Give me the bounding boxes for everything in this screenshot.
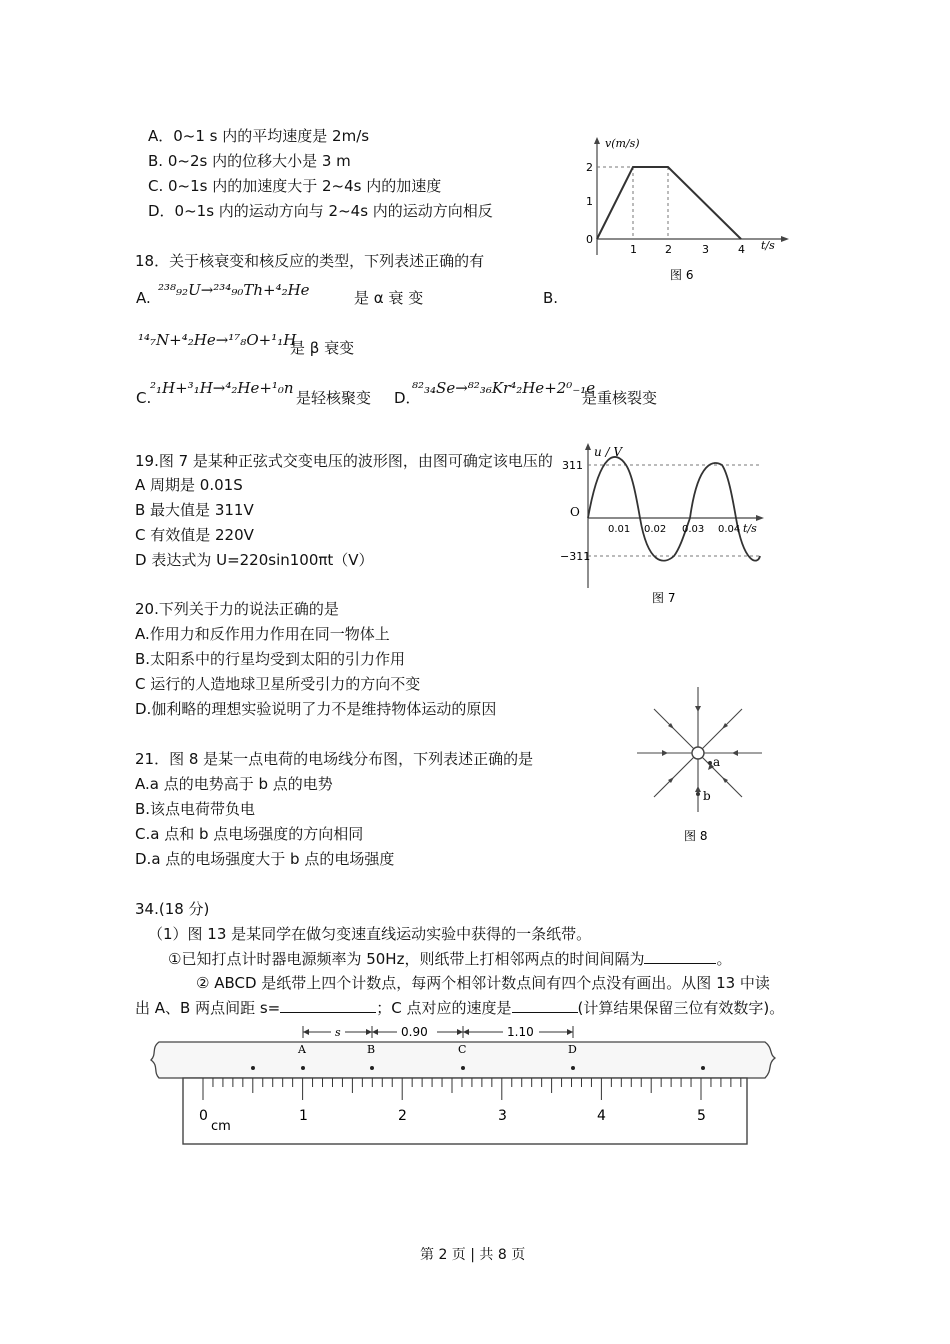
- point-b-label: B: [367, 1043, 376, 1056]
- q17-option-a: A．0~1 s 内的平均速度是 2m/s: [148, 127, 370, 145]
- q18-c-desc: 是轻核聚变: [296, 389, 372, 407]
- q18-stem: 18．关于核衰变和核反应的类型，下列表述正确的有: [135, 252, 485, 270]
- fig7-xtick-3: 0.03: [682, 524, 705, 535]
- time-interval-answer-blank[interactable]: [644, 949, 716, 964]
- q18-d-equation: ⁸²₃₄Se→⁸²₃₆Kr⁴₂He+2⁰₋₁e: [412, 379, 596, 397]
- q18-b-equation: ¹⁴₇N+⁴₂He→¹⁷₈O+¹₁H: [138, 331, 297, 349]
- q20-stem: 20.下列关于力的说法正确的是: [135, 600, 339, 618]
- fig7-origin: O: [570, 505, 580, 519]
- q18-d-label: D．: [394, 389, 421, 407]
- ruler-num-2: 2: [398, 1108, 407, 1124]
- q18-a-desc: 是 α 衰 变: [354, 289, 424, 307]
- q21-stem: 21．图 8 是某一点电荷的电场线分布图，下列表述正确的是: [135, 750, 534, 768]
- fig6-xtick-1: 1: [630, 243, 637, 256]
- fig6-caption: 图 6: [670, 268, 694, 282]
- point-d-label: D: [568, 1043, 577, 1056]
- q19-option-a: A 周期是 0.01S: [135, 476, 243, 494]
- fig7-ylabel: u / V: [594, 445, 623, 459]
- q21-option-b: B.该点电荷带负电: [135, 800, 256, 818]
- page-footer: 第 2 页 | 共 8 页: [420, 1247, 526, 1263]
- fig7-ytick-top: 311: [562, 459, 583, 472]
- q34-sub2-text-a: 出 A、B 两点间距 s=: [135, 999, 281, 1017]
- q34-sub1-end: 。: [716, 950, 732, 968]
- q21-option-c: C.a 点和 b 点电场强度的方向相同: [135, 825, 364, 843]
- fig6-ytick-1: 1: [586, 195, 593, 208]
- fig6-xtick-2: 2: [665, 243, 672, 256]
- fig8-caption: 图 8: [684, 829, 708, 843]
- fig7-xtick-1: 0.01: [608, 524, 631, 535]
- figure-13-tape-ruler: [145, 1020, 785, 1150]
- fig6-velocity-line: [597, 167, 741, 239]
- q34-sub1-text: ①已知打点计时器电源频率为 50Hz，则纸带上打相邻两点的时间间隔为: [168, 950, 645, 968]
- q17-option-c: C. 0~1s 内的加速度大于 2~4s 内的加速度: [148, 177, 442, 195]
- q34-sub2-text-c: (计算结果保留三位有效数字)。: [577, 999, 785, 1017]
- q17-option-d: D．0~1s 内的运动方向与 2~4s 内的运动方向相反: [148, 202, 493, 220]
- q19-option-c: C 有效值是 220V: [135, 526, 254, 544]
- fig8-point-a: a: [713, 755, 721, 769]
- q20-option-b: B.太阳系中的行星均受到太阳的引力作用: [135, 650, 406, 668]
- fig6-xlabel: t/s: [761, 239, 775, 252]
- q34-sub2-text-b: ；C 点对应的速度是: [376, 999, 512, 1017]
- ruler: [183, 1078, 747, 1144]
- q18-a-label: A.: [136, 289, 151, 307]
- velocity-c-answer-blank[interactable]: [512, 998, 578, 1013]
- ruler-num-5: 5: [697, 1108, 706, 1124]
- point-c-label: C: [458, 1043, 467, 1056]
- fig6-ylabel: v(m/s): [605, 137, 640, 150]
- q18-c-label: C.: [136, 389, 152, 407]
- q18-c-equation: ²₁H+³₁H→⁴₂He+¹₀n: [150, 379, 294, 397]
- fig7-xlabel: t/s: [743, 522, 757, 535]
- figure-8-field-lines: [632, 682, 772, 847]
- q17-option-b: B. 0~2s 内的位移大小是 3 m: [148, 152, 351, 170]
- figure-7-sine-wave: [560, 440, 780, 615]
- q18-a-equation: ²³⁸₉₂U→²³⁴₉₀Th+⁴₂He: [158, 281, 310, 299]
- distance-s-answer-blank[interactable]: [280, 998, 376, 1013]
- fig7-xtick-2: 0.02: [644, 524, 667, 535]
- dim-s-label: s: [335, 1026, 341, 1039]
- q34-title: 34.(18 分): [135, 900, 210, 918]
- ruler-unit: cm: [211, 1119, 231, 1134]
- q20-option-a: A.作用力和反作用力作用在同一物体上: [135, 625, 390, 643]
- q19-stem: 19.图 7 是某种正弦式交变电压的波形图，由图可确定该电压的: [135, 452, 553, 470]
- q21-option-d: D.a 点的电场强度大于 b 点的电场强度: [135, 850, 395, 868]
- ruler-num-3: 3: [498, 1108, 507, 1124]
- point-a-label: A: [298, 1043, 306, 1056]
- ruler-num-4: 4: [597, 1108, 606, 1124]
- fig6-xtick-4: 4: [738, 243, 745, 256]
- q20-option-c: C 运行的人造地球卫星所受引力的方向不变: [135, 675, 421, 693]
- figure-6-vt-graph: [575, 135, 795, 290]
- ruler-num-0: 0: [199, 1108, 208, 1124]
- fig7-wave: [588, 457, 760, 561]
- fig6-xtick-3: 3: [702, 243, 709, 256]
- q34-sub2-line2: [135, 998, 784, 1018]
- dim-cd-label: 1.10: [507, 1025, 534, 1039]
- q18-d-desc: 是重核裂变: [582, 389, 658, 407]
- q21-option-a: A.a 点的电势高于 b 点的电势: [135, 775, 333, 793]
- q20-option-d: D.伽利略的理想实验说明了力不是维持物体运动的原因: [135, 700, 497, 718]
- q18-b-label: B.: [543, 289, 559, 307]
- fig8-point-b: b: [703, 789, 711, 803]
- q34-sub1: [168, 949, 731, 969]
- q34-part1: （1）图 13 是某同学在做匀变速直线运动实验中获得的一条纸带。: [148, 925, 592, 943]
- fig6-ytick-2: 2: [586, 161, 593, 174]
- fig7-xtick-4: 0.04: [718, 524, 741, 535]
- fig7-caption: 图 7: [652, 591, 676, 605]
- q19-option-b: B 最大值是 311V: [135, 501, 254, 519]
- q34-sub2-line1: ② ABCD 是纸带上四个计数点，每两个相邻计数点间有四个点没有画出。从图 13 中读: [196, 974, 770, 992]
- ruler-num-1: 1: [299, 1108, 308, 1124]
- q18-b-desc: 是 β 衰变: [290, 339, 355, 357]
- fig6-ytick-0: 0: [586, 233, 593, 246]
- fig7-ytick-bottom: −311: [560, 550, 591, 563]
- q19-option-d: D 表达式为 U=220sin100πt（V）: [135, 551, 374, 569]
- dim-bc-label: 0.90: [401, 1025, 428, 1039]
